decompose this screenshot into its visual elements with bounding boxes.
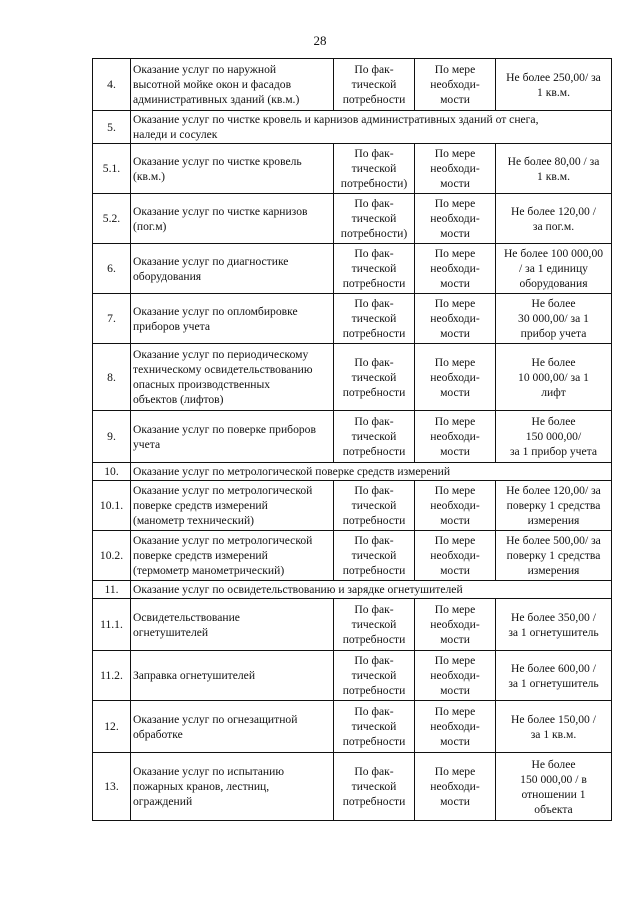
volume-cell-text: По фак- тической потребности: [342, 534, 406, 577]
service-name-cell: [131, 344, 334, 411]
price-cell-text: Не более 30 000,00/ за 1 прибор учета: [518, 297, 589, 340]
services-table: [92, 58, 612, 821]
service-name-cell: [131, 651, 334, 701]
table-section-row: [93, 463, 612, 481]
row-number-cell-text: 11.2.: [100, 669, 123, 682]
price-cell: [496, 411, 612, 463]
frequency-cell: [415, 481, 496, 531]
price-cell-text: Не более 350,00 / за 1 огнетушитель: [508, 610, 599, 639]
row-number-cell: [93, 294, 131, 344]
volume-cell: [334, 244, 415, 294]
row-number-cell-text: 11.1.: [100, 618, 123, 631]
row-number-cell-text: 8.: [107, 370, 116, 384]
frequency-cell: [415, 144, 496, 194]
service-name-cell-text: Заправка огнетушителей: [133, 669, 256, 682]
volume-cell-text: По фак- тической потребности: [342, 654, 406, 697]
section-title-cell-text: Оказание услуг по чистке кровель и карнизов административных зданий от снега, наледи и сосулек: [133, 113, 539, 141]
frequency-cell: [415, 344, 496, 411]
service-name-cell-text: Оказание услуг по метрологической поверке средств измерений (манометр технический): [133, 484, 313, 527]
volume-cell-text: По фак- тической потребности: [342, 603, 406, 646]
service-name-cell-text: Оказание услуг по поверке приборов учета: [133, 422, 316, 451]
row-number-cell: [93, 481, 131, 531]
frequency-cell: [415, 531, 496, 581]
volume-cell: [334, 531, 415, 581]
service-name-cell-text: Оказание услуг по чистке карнизов (пог.м): [133, 204, 308, 233]
price-cell: [496, 344, 612, 411]
price-cell-text: Не более 600,00 / за 1 огнетушитель: [508, 661, 599, 690]
price-cell-text: Не более 100 000,00 / за 1 единицу оборудования: [503, 247, 604, 290]
frequency-cell-text: По мере необходи- мости: [430, 705, 480, 748]
services-table-body: [93, 59, 612, 821]
service-name-cell: [131, 599, 334, 651]
frequency-cell: [415, 194, 496, 244]
service-name-cell: [131, 294, 334, 344]
price-cell: [496, 294, 612, 344]
frequency-cell: [415, 244, 496, 294]
service-name-cell-text: Оказание услуг по метрологической поверке средств измерений (термометр манометрический): [133, 534, 313, 577]
service-name-cell-text: Оказание услуг по опломбировке приборов учета: [133, 304, 298, 333]
service-name-cell-text: Освидетельствование огнетушителей: [133, 610, 240, 639]
volume-cell-text: По фак- тической потребности: [342, 765, 406, 808]
table-row: [93, 244, 612, 294]
price-cell: [496, 244, 612, 294]
service-name-cell: [131, 144, 334, 194]
row-number-cell: [93, 701, 131, 753]
frequency-cell-text: По мере необходи- мости: [430, 603, 480, 646]
row-number-cell: [93, 753, 131, 821]
row-number-cell: [93, 463, 131, 481]
table-row: [93, 531, 612, 581]
volume-cell-text: По фак- тической потребности): [340, 147, 408, 190]
row-number-cell: [93, 344, 131, 411]
frequency-cell-text: По мере необходи- мости: [430, 765, 480, 808]
frequency-cell-text: По мере необходи- мости: [430, 355, 480, 399]
table-row: [93, 344, 612, 411]
frequency-cell: [415, 701, 496, 753]
volume-cell: [334, 651, 415, 701]
table-row: [93, 144, 612, 194]
volume-cell: [334, 701, 415, 753]
row-number-cell-text: 10.2.: [99, 549, 124, 562]
price-cell-text: Не более 250,00/ за 1 кв.м.: [506, 70, 601, 99]
section-title-cell: [131, 581, 612, 599]
row-number-cell: [93, 651, 131, 701]
volume-cell-text: По фак- тической потребности): [340, 197, 408, 240]
row-number-cell-text: 5.1.: [102, 162, 121, 175]
volume-cell: [334, 481, 415, 531]
service-name-cell: [131, 481, 334, 531]
price-cell: [496, 481, 612, 531]
row-number-cell-text: 5.: [107, 120, 116, 134]
row-number-cell: [93, 144, 131, 194]
table-row: [93, 599, 612, 651]
price-cell-text: Не более 150 000,00/ за 1 прибор учета: [509, 415, 598, 458]
volume-cell: [334, 599, 415, 651]
row-number-cell: [93, 599, 131, 651]
frequency-cell-text: По мере необходи- мости: [430, 247, 480, 290]
section-title-cell-text: Оказание услуг по освидетельствованию и зарядке огнетушителей: [133, 583, 463, 596]
row-number-cell-text: 10.1.: [99, 499, 124, 512]
volume-cell: [334, 194, 415, 244]
volume-cell-text: По фак- тической потребности: [342, 705, 406, 748]
service-name-cell-text: Оказание услуг по огнезащитной обработке: [133, 712, 298, 741]
service-name-cell: [131, 531, 334, 581]
frequency-cell-text: По мере необходи- мости: [430, 63, 480, 106]
price-cell-text: Не более 120,00/ за поверку 1 средства измерения: [506, 484, 601, 527]
price-cell: [496, 59, 612, 111]
price-cell-text: Не более 150 000,00 / в отношении 1 объекта: [520, 757, 587, 816]
frequency-cell-text: По мере необходи- мости: [430, 534, 480, 577]
table-section-row: [93, 581, 612, 599]
frequency-cell-text: По мере необходи- мости: [430, 654, 480, 697]
row-number-cell: [93, 581, 131, 599]
table-section-row: [93, 111, 612, 144]
frequency-cell-text: По мере необходи- мости: [430, 147, 480, 190]
row-number-cell-text: 7.: [107, 312, 116, 325]
frequency-cell-text: По мере необходи- мости: [430, 197, 480, 240]
service-name-cell: [131, 411, 334, 463]
row-number-cell-text: 6.: [107, 262, 116, 275]
volume-cell-text: По фак- тической потребности: [342, 355, 406, 399]
service-name-cell: [131, 244, 334, 294]
table-row: [93, 753, 612, 821]
service-name-cell-text: Оказание услуг по наружной высотной мойке окон и фасадов административных зданий (кв.м.): [133, 63, 300, 106]
row-number-cell: [93, 194, 131, 244]
frequency-cell-text: По мере необходи- мости: [430, 297, 480, 340]
frequency-cell-text: По мере необходи- мости: [430, 415, 480, 458]
row-number-cell-text: 5.2.: [102, 212, 121, 225]
volume-cell: [334, 411, 415, 463]
price-cell-text: Не более 120,00 / за пог.м.: [511, 204, 596, 233]
row-number-cell-text: 9.: [107, 430, 116, 443]
section-title-cell: [131, 111, 612, 144]
service-name-cell-text: Оказание услуг по периодическому техническому освидетельствованию опасных производственных объектов (лифтов): [133, 348, 313, 406]
price-cell-text: Не более 80,00 / за 1 кв.м.: [507, 154, 600, 183]
volume-cell: [334, 144, 415, 194]
service-name-cell-text: Оказание услуг по диагностике оборудования: [133, 254, 289, 283]
price-cell: [496, 701, 612, 753]
page-number: 28: [313, 33, 327, 48]
row-number-cell-text: 4.: [107, 78, 116, 91]
frequency-cell: [415, 294, 496, 344]
service-name-cell: [131, 194, 334, 244]
frequency-cell: [415, 411, 496, 463]
row-number-cell: [93, 59, 131, 111]
service-name-cell-text: Оказание услуг по чистке кровель (кв.м.): [133, 154, 302, 183]
service-name-cell: [131, 59, 334, 111]
frequency-cell: [415, 599, 496, 651]
price-cell: [496, 144, 612, 194]
volume-cell: [334, 753, 415, 821]
price-cell: [496, 194, 612, 244]
table-row: [93, 194, 612, 244]
table-row: [93, 651, 612, 701]
price-cell: [496, 651, 612, 701]
section-title-cell-text: Оказание услуг по метрологической поверке средств измерений: [133, 465, 451, 478]
price-cell-text: Не более 150,00 / за 1 кв.м.: [511, 712, 596, 741]
price-cell-text: Не более 500,00/ за поверку 1 средства измерения: [506, 534, 601, 577]
row-number-cell: [93, 531, 131, 581]
volume-cell: [334, 59, 415, 111]
frequency-cell: [415, 651, 496, 701]
row-number-cell-text: 12.: [104, 720, 119, 733]
volume-cell-text: По фак- тической потребности: [342, 415, 406, 458]
volume-cell: [334, 294, 415, 344]
frequency-cell: [415, 753, 496, 821]
row-number-cell: [93, 411, 131, 463]
volume-cell: [334, 344, 415, 411]
table-row: [93, 481, 612, 531]
frequency-cell: [415, 59, 496, 111]
table-row: [93, 59, 612, 111]
price-cell: [496, 599, 612, 651]
row-number-cell: [93, 111, 131, 144]
volume-cell-text: По фак- тической потребности: [342, 297, 406, 340]
table-row: [93, 294, 612, 344]
price-cell: [496, 531, 612, 581]
row-number-cell: [93, 244, 131, 294]
row-number-cell-text: 13.: [104, 780, 119, 793]
row-number-cell-text: 11.: [104, 583, 119, 596]
section-title-cell: [131, 463, 612, 481]
service-name-cell-text: Оказание услуг по испытанию пожарных кранов, лестниц, ограждений: [133, 765, 285, 808]
frequency-cell-text: По мере необходи- мости: [430, 484, 480, 527]
table-row: [93, 701, 612, 753]
price-cell-text: Не более 10 000,00/ за 1 лифт: [518, 355, 589, 399]
row-number-cell-text: 10.: [104, 465, 119, 478]
volume-cell-text: По фак- тической потребности: [342, 247, 406, 290]
volume-cell-text: По фак- тической потребности: [342, 63, 406, 106]
price-cell: [496, 753, 612, 821]
service-name-cell: [131, 701, 334, 753]
volume-cell-text: По фак- тической потребности: [342, 484, 406, 527]
table-row: [93, 411, 612, 463]
service-name-cell: [131, 753, 334, 821]
